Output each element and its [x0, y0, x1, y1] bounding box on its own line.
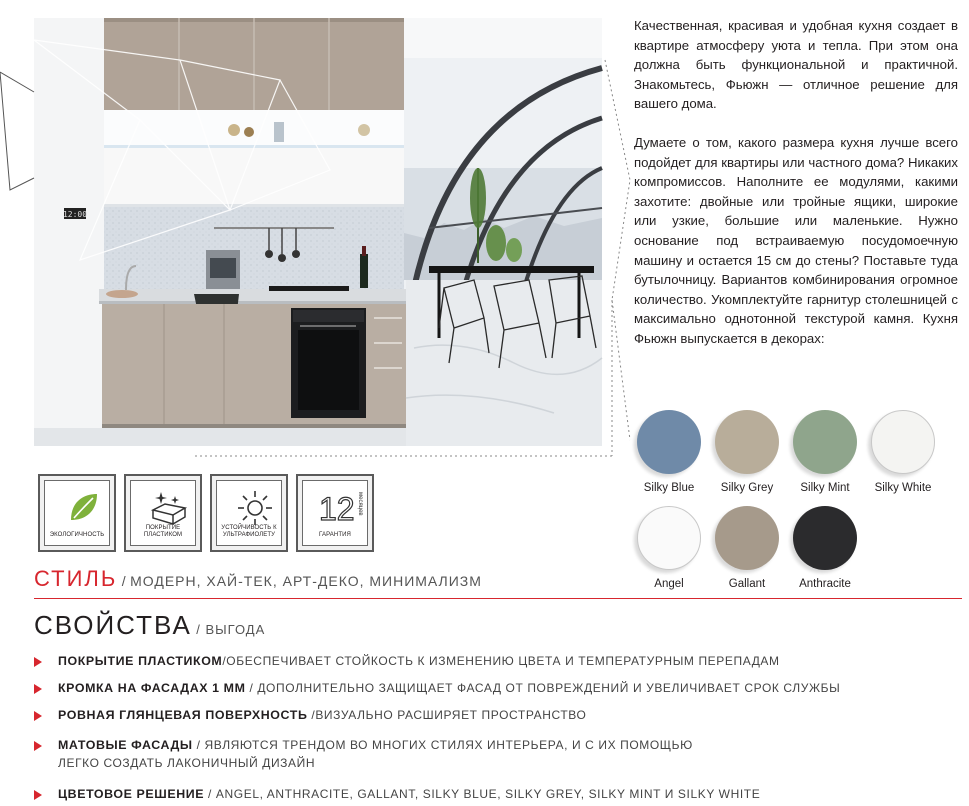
bullet-arrow-icon — [34, 790, 42, 800]
bullet-arrow-icon — [34, 741, 42, 751]
property-value: / ANGEL, ANTHRACITE, GALLANT, SILKY BLUE, SILKY GREY, SILKY MINT И SILKY WHITE — [204, 787, 761, 801]
swatch-gallant[interactable] — [712, 506, 782, 590]
property-value: /ВИЗУАЛЬНО РАСШИРЯЕТ ПРОСТРАНСТВО — [307, 708, 587, 722]
feature-inner — [302, 480, 368, 546]
description-paragraph-1: Качественная, красивая и удобная кухня создает в квартире атмосферу уюта и тепла. При этом она должна быть функциональной и практичной. Знакомьтесь, Фьюжн — отличное решение для вашего дома. — [634, 18, 958, 112]
style-list: МОДЕРН, ХАЙ-ТЕК, АРТ-ДЕКО, МИНИМАЛИЗМ — [130, 573, 482, 589]
properties-subtitle: / ВЫГОДА — [196, 622, 266, 637]
feature-warranty — [296, 474, 374, 552]
swatch-circle — [715, 506, 779, 570]
swatch-label: Angel — [654, 578, 684, 590]
feature-plastic-coating — [124, 474, 202, 552]
style-heading — [34, 566, 482, 592]
swatch-label: Anthracite — [799, 578, 851, 590]
properties-heading — [34, 610, 265, 641]
swatch-label: Silky White — [874, 482, 932, 494]
feature-inner — [44, 480, 110, 546]
bullet-arrow-icon — [34, 711, 42, 721]
swatch-silky-white[interactable] — [868, 410, 938, 494]
property-value: /ОБЕСПЕЧИВАЕТ СТОЙКОСТЬ К ИЗМЕНЕНИЮ ЦВЕТА И ТЕМПЕРАТУРНЫМ ПЕРЕПАДАМ — [222, 654, 780, 668]
warranty-unit: месяцев — [357, 492, 363, 516]
feature-uv-resistance — [210, 474, 288, 552]
bullet-arrow-icon — [34, 684, 42, 694]
swatch-label: Silky Grey — [720, 482, 774, 494]
feature-inner — [216, 480, 282, 546]
swatch-anthracite[interactable] — [790, 506, 860, 590]
warranty-number: 12 — [319, 491, 355, 527]
property-label: КРОМКА НА ФАСАДАХ 1 ММ — [58, 681, 246, 695]
swatch-silky-grey[interactable] — [712, 410, 782, 494]
feature-caption: УСТОЙЧИВОСТЬ К УЛЬТРАФИОЛЕТУ — [221, 525, 277, 538]
style-separator: / — [121, 573, 126, 589]
swatch-angel[interactable] — [634, 506, 704, 590]
swatch-label: Silky Blue — [643, 482, 695, 494]
swatch-circle — [715, 410, 779, 474]
sparkle-box-icon — [149, 488, 189, 528]
leaf-icon — [63, 488, 103, 528]
swatch-silky-mint[interactable] — [790, 410, 860, 494]
style-title: СТИЛЬ — [34, 566, 118, 591]
swatch-label: Gallant — [728, 578, 766, 590]
red-divider — [34, 598, 962, 599]
property-label: ЦВЕТОВОЕ РЕШЕНИЕ — [58, 787, 205, 801]
feature-caption: ПОКРЫТИЕ ПЛАСТИКОМ — [143, 525, 183, 538]
property-value: / ДОПОЛНИТЕЛЬНО ЗАЩИЩАЕТ ФАСАД ОТ ПОВРЕЖДЕНИЙ И УВЕЛИЧИВАЕТ СРОК СЛУЖБЫ — [245, 681, 841, 695]
feature-caption: ЭКОЛОГИЧНОСТЬ — [49, 532, 105, 538]
properties-title: СВОЙСТВА — [34, 610, 192, 640]
clock-text: 12:00 — [62, 210, 88, 219]
property-value-continuation: ЛЕГКО СОЗДАТЬ ЛАКОНИЧНЫЙ ДИЗАЙН — [58, 756, 316, 770]
feature-eco — [38, 474, 116, 552]
swatch-circle — [793, 410, 857, 474]
kitchen-illustration — [34, 18, 602, 446]
swatch-circle — [637, 506, 701, 570]
feature-inner — [130, 480, 196, 546]
feature-caption: ГАРАНТИЯ — [319, 532, 351, 538]
product-description — [634, 16, 958, 368]
property-label: ПОКРЫТИЕ ПЛАСТИКОМ — [58, 654, 223, 668]
property-label: МАТОВЫЕ ФАСАДЫ — [58, 738, 193, 752]
warranty-12-icon — [317, 488, 361, 528]
swatch-circle — [871, 410, 935, 474]
swatch-label: Silky Mint — [800, 482, 850, 494]
kitchen-photo — [34, 18, 602, 446]
swatch-circle — [793, 506, 857, 570]
swatch-silky-blue[interactable] — [634, 410, 704, 494]
sun-icon — [235, 488, 275, 528]
property-value: / ЯВЛЯЮТСЯ ТРЕНДОМ ВО МНОГИХ СТИЛЯХ ИНТЕРЬЕРА, И С ИХ ПОМОЩЬЮ — [192, 738, 693, 752]
swatch-circle — [637, 410, 701, 474]
description-paragraph-2: Думаете о том, какого размера кухня лучше всего подойдет для квартиры или частного дома? Никаких компромиссов. Наполните ее модулями, какими захотите: двойные или тройные ящики, широкие или узкие, большие или маленькие. Нужно основание под встраиваемую посудомоечную машину и остается 15 см до стены? Поставьте туда бутылочницу. Вариантов комбинирования огромное количество. Укомплектуйте гарнитур столешницей с максимально однотонной текстурой камня. Кухня Фьюжн выпускается в декорах: — [634, 134, 958, 346]
property-label: РОВНАЯ ГЛЯНЦЕВАЯ ПОВЕРХНОСТЬ — [58, 708, 308, 722]
bullet-arrow-icon — [34, 657, 42, 667]
